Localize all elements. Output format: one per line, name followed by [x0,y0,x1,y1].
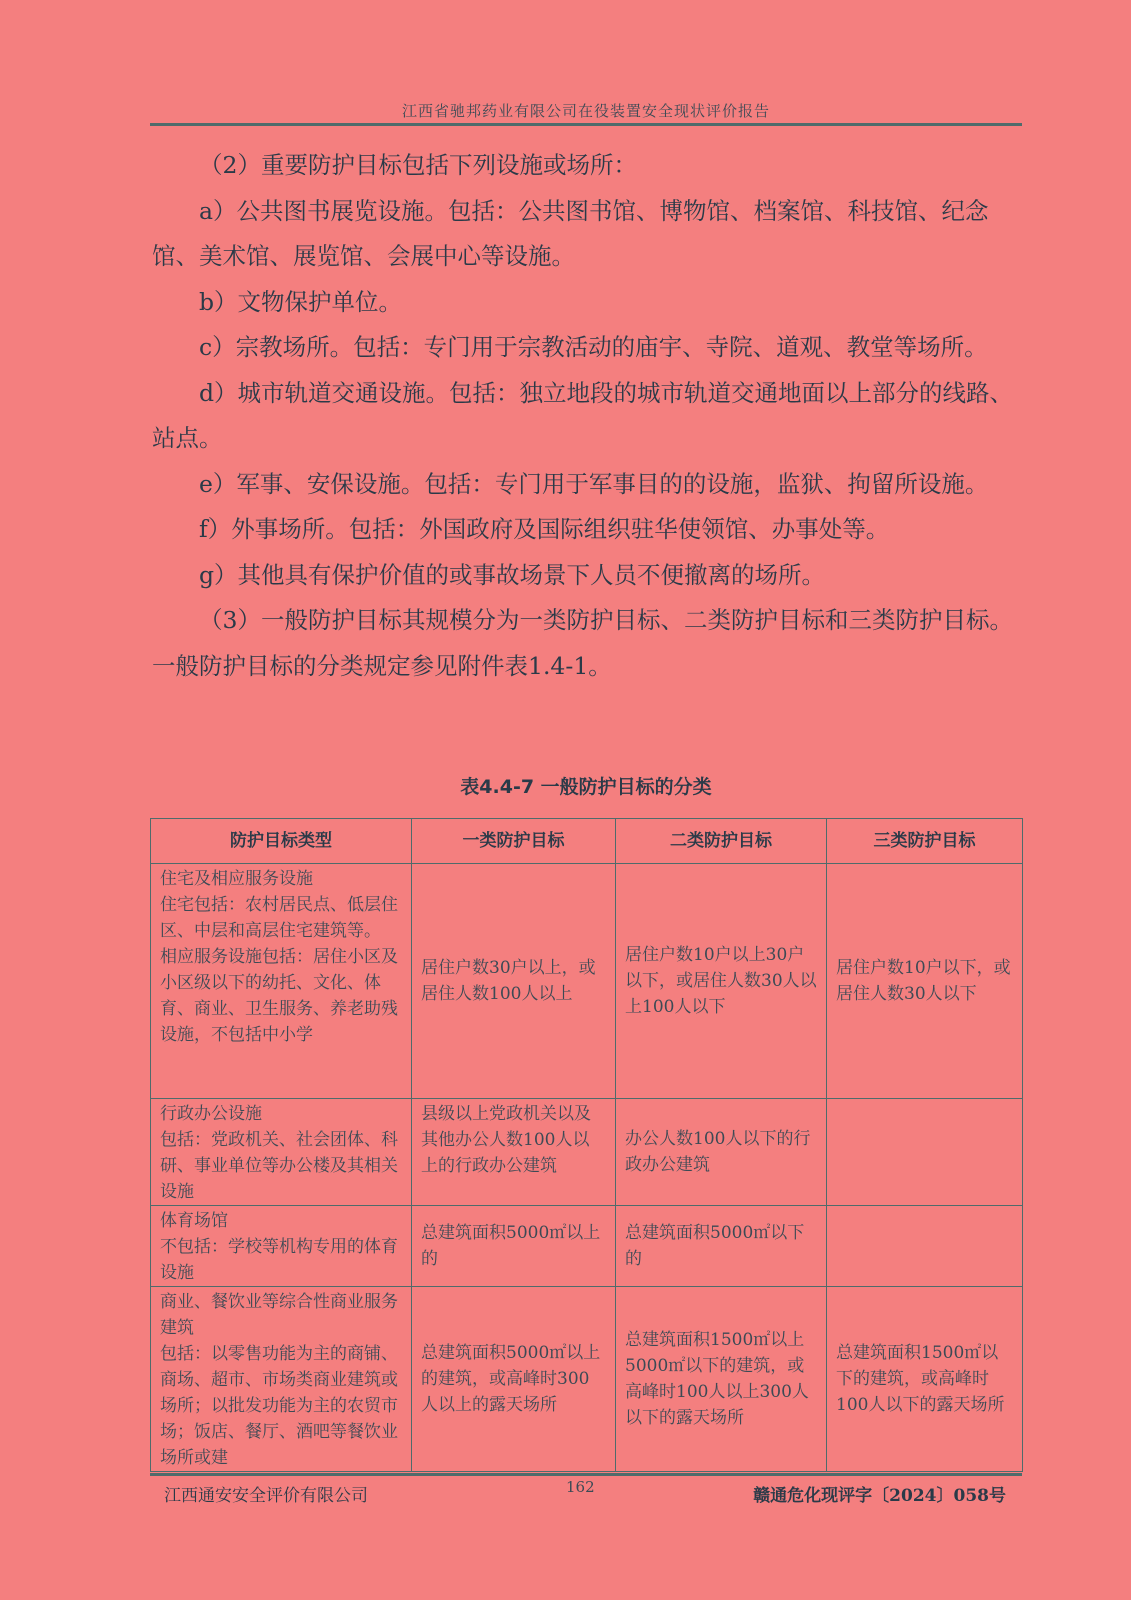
paragraph: c）宗教场所。包括：专门用于宗教活动的庙宇、寺院、道观、教堂等场所。 [199,333,988,361]
table-row [151,1206,1023,1287]
table-cell: 县级以上党政机关以及其他办公人数100人以上的行政办公建筑 [412,1099,616,1206]
page-header: 江西省驰邦药业有限公司在役装置安全现状评价报告 [401,102,770,120]
footer-rule [150,1473,1022,1476]
paragraph: f）外事场所。包括：外国政府及国际组织驻华使领馆、办事处等。 [199,515,890,543]
table-cell [827,1206,1023,1287]
table-row [151,864,1023,1099]
table-caption: 表4.4-7 一般防护目标的分类 [460,776,712,798]
table-cell: 住宅及相应服务设施 住宅包括：农村居民点、低层住区、中层和高层住宅建筑等。 相应服务设施包括：居住小区及小区级以下的幼托、文化、体育、商业、卫生服务、养老助残设施，不包括中小学 [151,864,412,1099]
table-row [151,1287,1023,1472]
column-header: 防护目标类型 [151,819,412,864]
table-cell: 总建筑面积5000㎡以下的 [616,1206,827,1287]
table-cell: 总建筑面积1500㎡以下的建筑，或高峰时100人以下的露天场所 [827,1287,1023,1472]
table-cell: 体育场馆 不包括：学校等机构专用的体育设施 [151,1206,412,1287]
table-cell: 行政办公设施 包括：党政机关、社会团体、科研、事业单位等办公楼及其相关设施 [151,1099,412,1206]
table-cell [827,1099,1023,1206]
table-cell: 总建筑面积1500㎡以上5000㎡以下的建筑，或高峰时100人以上300人以下的露天场所 [616,1287,827,1472]
table-row [151,1099,1023,1206]
paragraph: （2）重要防护目标包括下列设施或场所： [199,151,637,179]
body-text [152,143,1020,689]
page-number: 162 [566,1478,595,1496]
table-cell: 居住户数10户以下，或居住人数30人以下 [827,864,1023,1099]
table-cell: 商业、餐饮业等综合性商业服务建筑 包括：以零售功能为主的商铺、商场、超市、市场类商业建筑或场所；以批发功能为主的农贸市场；饭店、餐厅、酒吧等餐饮业场所或建 [151,1287,412,1472]
table-header-row [151,819,1023,864]
paragraph: g）其他具有保护价值的或事故场景下人员不便撤离的场所。 [199,560,826,589]
table-cell: 居住户数10户以上30户以下，或居住人数30人以上100人以下 [616,864,827,1099]
table-cell: 办公人数100人以下的行政办公建筑 [616,1099,827,1206]
column-header: 二类防护目标 [616,819,827,864]
paragraph: b）文物保护单位。 [199,287,403,316]
table-cell: 居住户数30户以上，或居住人数100人以上 [412,864,616,1099]
paragraph: （3）一般防护目标其规模分为一类防护目标、二类防护目标和三类防护目标。一般防护目标的分类规定参见附件表1.4-1。 [152,606,1013,680]
column-header: 三类防护目标 [827,819,1023,864]
table-cell: 总建筑面积5000㎡以上的建筑，或高峰时300人以上的露天场所 [412,1287,616,1472]
paragraph: e）军事、安保设施。包括：专门用于军事目的的设施，监狱、拘留所设施。 [199,469,989,498]
document-number: 赣通危化现评字〔2024〕058号 [753,1486,1006,1506]
column-header: 一类防护目标 [412,819,616,864]
header-rule [150,123,1022,126]
protection-target-table [150,818,1023,1472]
footer-company: 江西通安安全评价有限公司 [164,1486,368,1506]
table-cell: 总建筑面积5000㎡以上的 [412,1206,616,1287]
paragraph: d）城市轨道交通设施。包括：独立地段的城市轨道交通地面以上部分的线路、站点。 [152,378,1014,452]
paragraph: a）公共图书展览设施。包括：公共图书馆、博物馆、档案馆、科技馆、纪念馆、美术馆、展览馆、会展中心等设施。 [152,196,989,270]
